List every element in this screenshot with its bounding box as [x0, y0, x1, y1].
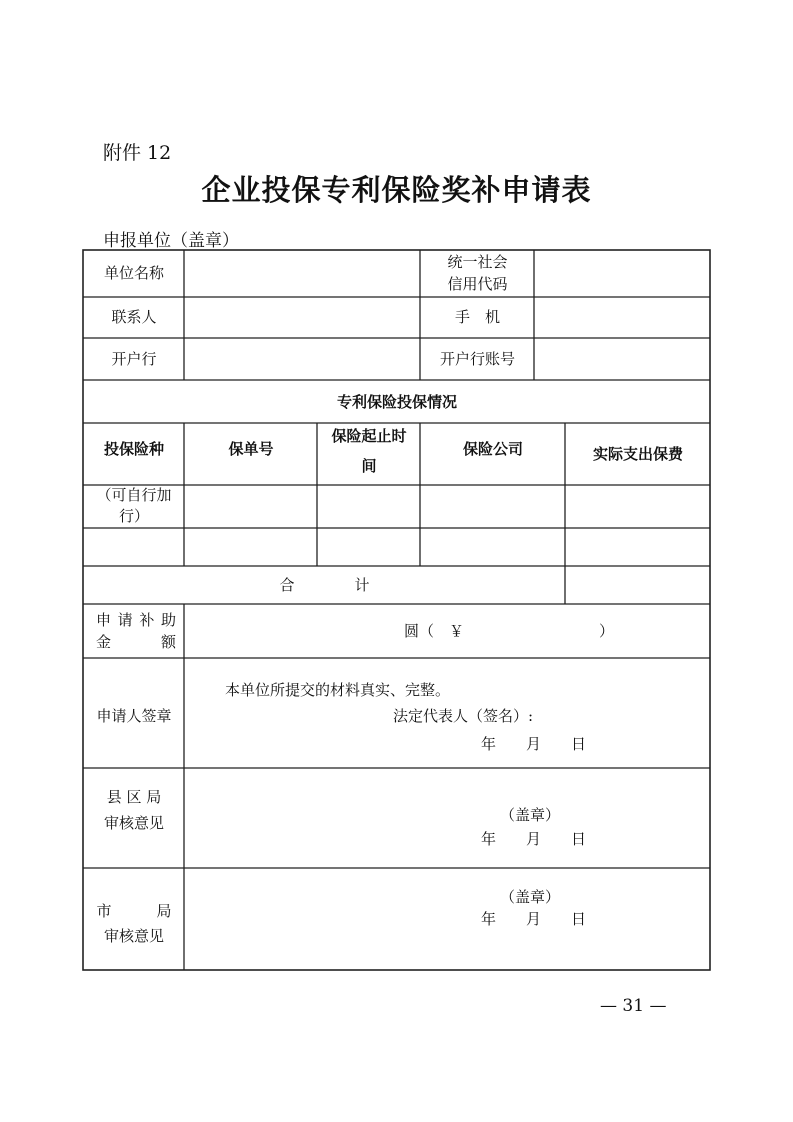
city-seal: （盖章）: [500, 888, 561, 906]
col-period-line2: 间: [361, 457, 377, 475]
city-review-date: 年 月 日: [481, 910, 587, 928]
page-number: — 31 —: [600, 996, 667, 1016]
subsidy-amount-field[interactable]: 圆（ ￥ ）: [404, 622, 615, 640]
city-review-label-line1: 市 局: [96, 902, 172, 920]
subsidy-amount-label: 申 请 补 助 金 额: [96, 611, 176, 651]
county-review-label-line2: 审核意见: [103, 814, 164, 832]
section-title: 专利保险投保情况: [336, 393, 457, 411]
city-review-label-line2: 审核意见: [103, 927, 164, 945]
county-review-date: 年 月 日: [481, 830, 587, 848]
unit-name-label: 单位名称: [103, 264, 164, 282]
county-review-label-line1: 县 区 局: [106, 788, 162, 806]
bank-label: 开户行: [111, 350, 157, 368]
col-period-line1: 保险起止时: [331, 427, 407, 445]
applicant-unit-label: 申报单位（盖章）: [103, 231, 239, 251]
form-title: 企业投保专利保险奖补申请表: [201, 173, 592, 207]
applicant-signature-label: 申请人签章: [96, 707, 172, 725]
col-policy-number: 保单号: [228, 440, 274, 458]
credit-code-label-line1: 统一社会: [447, 253, 508, 271]
mobile-label: 手 机: [454, 308, 500, 326]
declaration-statement: 本单位所提交的材料真实、完整。: [225, 681, 451, 699]
col-insurance-company: 保险公司: [462, 440, 523, 458]
legal-rep-signature-line: 法定代表人（签名）:: [393, 707, 534, 725]
col-insurance-type: 投保险种: [103, 440, 164, 458]
bank-account-label: 开户行账号: [439, 350, 515, 368]
credit-code-label-line2: 信用代码: [447, 275, 508, 293]
add-rows-note: （可自行加行）: [96, 486, 172, 525]
total-label: 合 计: [279, 576, 370, 594]
attachment-label: 附件 12: [103, 142, 172, 164]
signature-date: 年 月 日: [481, 735, 587, 753]
county-seal: （盖章）: [500, 806, 561, 824]
col-actual-premium: 实际支出保费: [592, 445, 683, 463]
contact-label: 联系人: [111, 308, 157, 326]
